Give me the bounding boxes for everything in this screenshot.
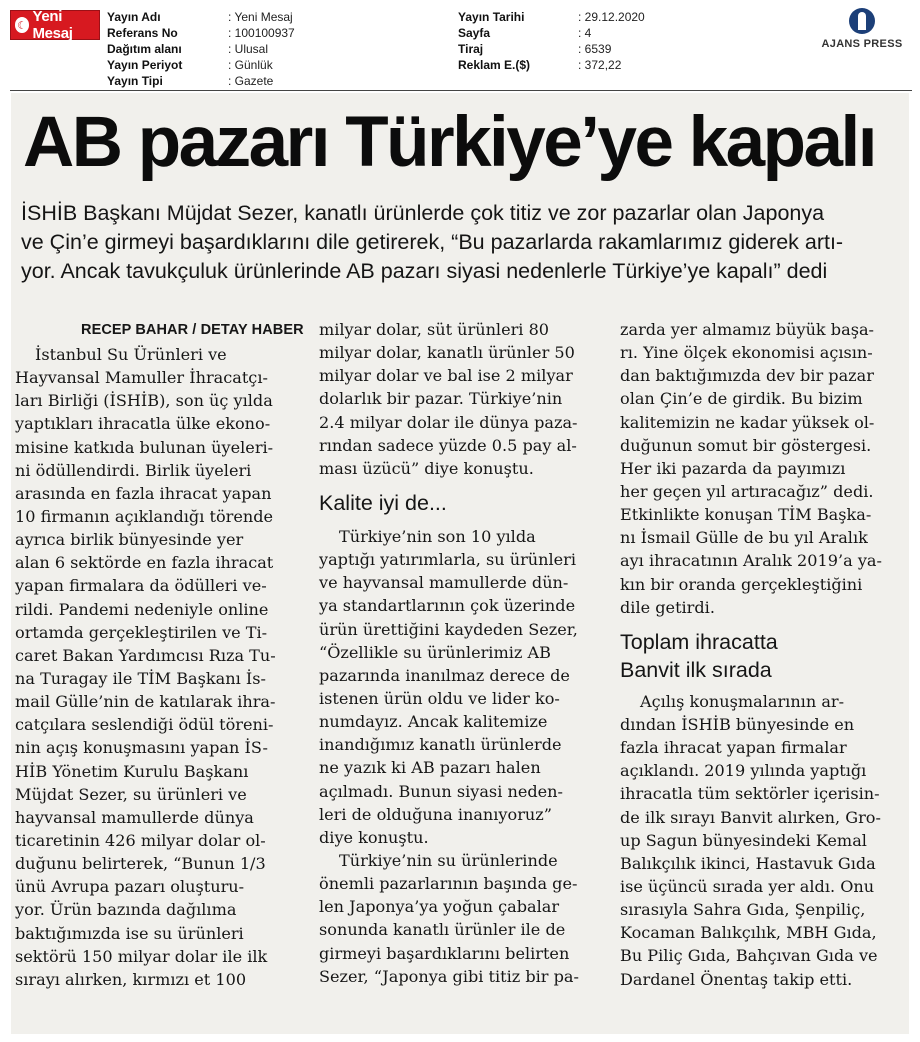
paragraph — [620, 690, 907, 991]
text-line: “Özellikle su ürünlerimiz AB — [319, 642, 551, 662]
text-line: 2.4 milyar dolar ile dünya paza- — [319, 412, 578, 432]
publication-info-right — [458, 9, 645, 73]
spot-line: ve Çin’e girmeyi başardıklarını dile getirerek, “Bu pazarlarda rakamlarımız giderek artı- — [21, 230, 844, 254]
text-line: leri de olduğuna inanıyoruz” — [319, 804, 552, 824]
text-line: milyar dolar ve bal ise 2 milyar — [319, 366, 573, 386]
clipping-header — [0, 0, 920, 92]
info-row — [458, 9, 645, 25]
article-column-3 — [620, 318, 907, 991]
publication-info-left — [107, 9, 295, 89]
text-line: inandığımız kanatlı ürünlerde — [319, 735, 562, 755]
text-line: açıklandı. 2019 yılında yaptığı — [620, 761, 867, 781]
paragraph — [319, 849, 606, 988]
text-line: yaptığı yatırımlarla, su ürünleri — [319, 550, 577, 570]
byline: RECEP BAHAR / DETAY HABER — [81, 322, 304, 338]
info-label: Sayfa — [458, 26, 491, 40]
text-line: yapan firmalara da ödülleri ve- — [15, 576, 267, 596]
text-line: milyar dolar, süt ürünleri 80 — [319, 320, 550, 339]
text-line: dile getirdi. — [620, 597, 715, 617]
info-label: Yayın Adı — [107, 10, 161, 24]
agency-mark-icon — [849, 8, 875, 34]
agency-logo — [812, 8, 912, 50]
info-label: Dağıtım alanı — [107, 42, 182, 56]
text-line: caret Bakan Yardımcısı Rıza Tu- — [15, 645, 276, 665]
text-line: duğunun somut bir göstergesi. — [620, 435, 872, 455]
text-line: kın bir oranda gerçekleştiğini — [620, 574, 863, 594]
info-row — [458, 25, 645, 41]
spot-line: yor. Ancak tavukçuluk ürünlerinde AB pazarı siyasi nedenlerle Türkiye’ye kapalı” dedi — [21, 259, 828, 283]
info-label: Yayın Tarihi — [458, 10, 525, 24]
text-line: up Sagun bünyesindeki Kemal — [620, 830, 867, 850]
text-line: hayvansal mamullerde dünya — [15, 807, 254, 827]
info-row — [107, 9, 295, 25]
text-line: len Japonya’ya yoğun çabalar — [319, 897, 560, 917]
text-line: mail Gülle’nin de katılarak ihra- — [15, 692, 276, 712]
text-line: girmeyi başardıklarını belirten — [319, 943, 570, 963]
text-line: pazarında inanılmaz derece de — [319, 665, 570, 685]
text-line: Dardanel Önentaş takip etti. — [620, 969, 853, 989]
spot-line: İSHİB Başkanı Müjdat Sezer, kanatlı ürünlerde çok titiz ve zor pazarlar olan Japonya — [21, 201, 825, 225]
text-line: HİB Yönetim Kurulu Başkanı — [15, 761, 249, 781]
info-row — [458, 57, 645, 73]
subheading-line: Banvit ilk sırada — [620, 657, 772, 682]
agency-name: AJANS PRESS — [821, 38, 903, 50]
info-row — [107, 57, 295, 73]
text-line: ayrıca birlik bünyesinde yer — [15, 530, 244, 550]
info-label: Yayın Periyot — [107, 58, 183, 72]
info-row — [458, 41, 645, 57]
info-value: : 4 — [578, 26, 592, 40]
text-line: nı İsmail Gülle de bu yıl Aralık — [620, 528, 868, 548]
text-line: ve hayvansal mamullerde dün- — [319, 573, 569, 593]
text-line: ne yazık ki AB pazarı halen — [319, 758, 541, 778]
text-line: baktığımızda ise su ürünleri — [15, 923, 244, 943]
text-line: ise üçüncü sırada yer aldı. Onu — [620, 876, 875, 896]
text-line: kalitemizin ne kadar yüksek ol- — [620, 412, 875, 432]
text-line: ni ödüllendirdi. Birlik üyeleri — [15, 460, 252, 480]
text-line: ları Birliği (İSHİB), son üç yılda — [15, 391, 273, 411]
info-row — [107, 73, 295, 89]
info-value: : Yeni Mesaj — [228, 10, 293, 24]
text-line: sektörü 150 milyar dolar ile ilk — [15, 946, 268, 966]
text-line: rı. Yine ölçek ekonomisi açısın- — [620, 343, 873, 363]
text-line: milyar dolar, kanatlı ürünler 50 — [319, 343, 575, 363]
article-column-2 — [319, 318, 606, 988]
text-line: na Turagay ile TİM Başkanı İs- — [15, 668, 266, 688]
header-divider — [10, 90, 912, 91]
text-line: sırasıyla Sahra Gıda, Şenpiliç, — [620, 900, 866, 920]
text-line: Hayvansal Mamuller İhracatçı- — [15, 368, 268, 388]
text-line: rildi. Pandemi nedeniyle online — [15, 599, 269, 619]
info-label: Yayın Tipi — [107, 74, 163, 88]
subheading-line: Toplam ihracatta — [620, 629, 778, 654]
logo-text: Yeni Mesaj — [32, 8, 73, 42]
text-line: numdayız. Ancak kalitemize — [319, 712, 548, 732]
info-row — [107, 25, 295, 41]
text-line: ması üzücü” diye konuştu. — [319, 458, 534, 478]
text-line: sonunda kanatlı ürünler ile de — [319, 920, 566, 940]
text-line: misine katkıda bulunan üyeleri- — [15, 437, 274, 457]
info-value: : Günlük — [228, 58, 273, 72]
text-line: her geçen yıl artıracağız” dedi. — [620, 481, 874, 501]
article-spot — [21, 199, 901, 286]
text-line: fazla ihracat yapan firmalar — [620, 738, 847, 758]
text-line: nin açış konuşmasını yapan İS- — [15, 738, 268, 758]
text-line: dan baktığımızda dev bir pazar — [620, 366, 874, 386]
info-row — [107, 41, 295, 57]
info-value: : 372,22 — [578, 58, 622, 72]
text-line: Açılış konuşmalarının ar- — [640, 691, 845, 711]
text-line: catçılara seslendiği ödül töreni- — [15, 715, 274, 735]
text-line: ortamda gerçekleştirilen ve Ti- — [15, 622, 268, 642]
text-line: Türkiye’nin su ürünlerinde — [339, 850, 558, 870]
text-line: rından sadece yüzde 0.5 pay al- — [319, 435, 577, 455]
text-line: istenen ürün oldu ve lider ko- — [319, 688, 560, 708]
text-line: duğunu belirterek, “Bunun 1/3 — [15, 854, 266, 874]
text-line: Bu Piliç Gıda, Bahçıvan Gıda ve — [620, 946, 878, 966]
info-value: : Gazete — [228, 74, 274, 88]
text-line: ürün ürettiğini kaydeden Sezer, — [319, 619, 578, 639]
text-line: dolarlık bir pazar. Türkiye’nin — [319, 389, 563, 409]
text-line: de ilk sırayı Banvit alırken, Gro- — [620, 807, 881, 827]
text-line: Balıkçılık ikinci, Hastavuk Gıda — [620, 853, 876, 873]
text-line: ticaretinin 426 milyar dolar ol- — [15, 830, 266, 850]
text-line: sırayı alırken, kırmızı et 100 — [15, 969, 247, 989]
newspaper-clipping — [11, 93, 909, 1034]
info-value: : 29.12.2020 — [578, 10, 645, 24]
text-line: ya standartlarının çok üzerinde — [319, 596, 576, 616]
subheading — [620, 619, 907, 690]
text-line: ayı ihracatının Aralık 2019’a ya- — [620, 551, 882, 571]
info-label: Reklam E.($) — [458, 58, 531, 72]
text-line: Müjdat Sezer, su ürünleri ve — [15, 784, 247, 804]
text-line: dından İSHİB bünyesinde en — [620, 714, 855, 734]
info-value: : Ulusal — [228, 42, 269, 56]
info-value: : 6539 — [578, 42, 612, 56]
paragraph — [620, 318, 907, 619]
info-label: Tiraj — [458, 42, 484, 56]
text-line: alan 6 sektörde en fazla ihracat — [15, 553, 274, 573]
paragraph — [319, 318, 606, 480]
crescent-star-icon: ☾ — [15, 17, 29, 33]
text-line: açılmadı. Bunun siyasi neden- — [319, 781, 563, 801]
text-line: yaptıkları ihracatla ülke ekono- — [15, 414, 271, 434]
article-column-1 — [15, 320, 304, 991]
text-line: Türkiye’nin son 10 yılda — [339, 526, 536, 546]
paragraph — [319, 525, 606, 849]
publication-logo — [10, 10, 100, 40]
info-label: Referans No — [107, 26, 178, 40]
text-line: arasında en fazla ihracat yapan — [15, 483, 272, 503]
text-line: İstanbul Su Ürünleri ve — [35, 345, 227, 364]
text-line: ünü Avrupa pazarı oluşturu- — [15, 877, 245, 897]
text-line: zarda yer almamız büyük başa- — [620, 320, 874, 339]
text-line: Etkinlikte konuşan TİM Başka- — [620, 505, 872, 525]
text-line: olan Çin’e de girdik. Bu bizim — [620, 389, 863, 409]
text-line: 10 firmanın açıklandığı törende — [15, 506, 274, 526]
text-line: önemli pazarlarının başında ge- — [319, 874, 578, 894]
text-line: Sezer, “Japonya gibi titiz bir pa- — [319, 966, 579, 986]
text-line: Kocaman Balıkçılık, MBH Gıda, — [620, 923, 877, 943]
text-line: diye konuştu. — [319, 827, 429, 847]
paragraph — [15, 343, 300, 991]
text-line: yor. Ürün bazında dağılıma — [15, 900, 237, 920]
subheading: Kalite iyi de... — [319, 490, 447, 515]
info-value: : 100100937 — [228, 26, 295, 40]
text-line: Her iki pazarda da payımızı — [620, 458, 846, 478]
text-line: ihracatla tüm sektörler içerisin- — [620, 784, 880, 804]
article-headline: AB pazarı Türkiye’ye kapalı — [23, 103, 875, 182]
